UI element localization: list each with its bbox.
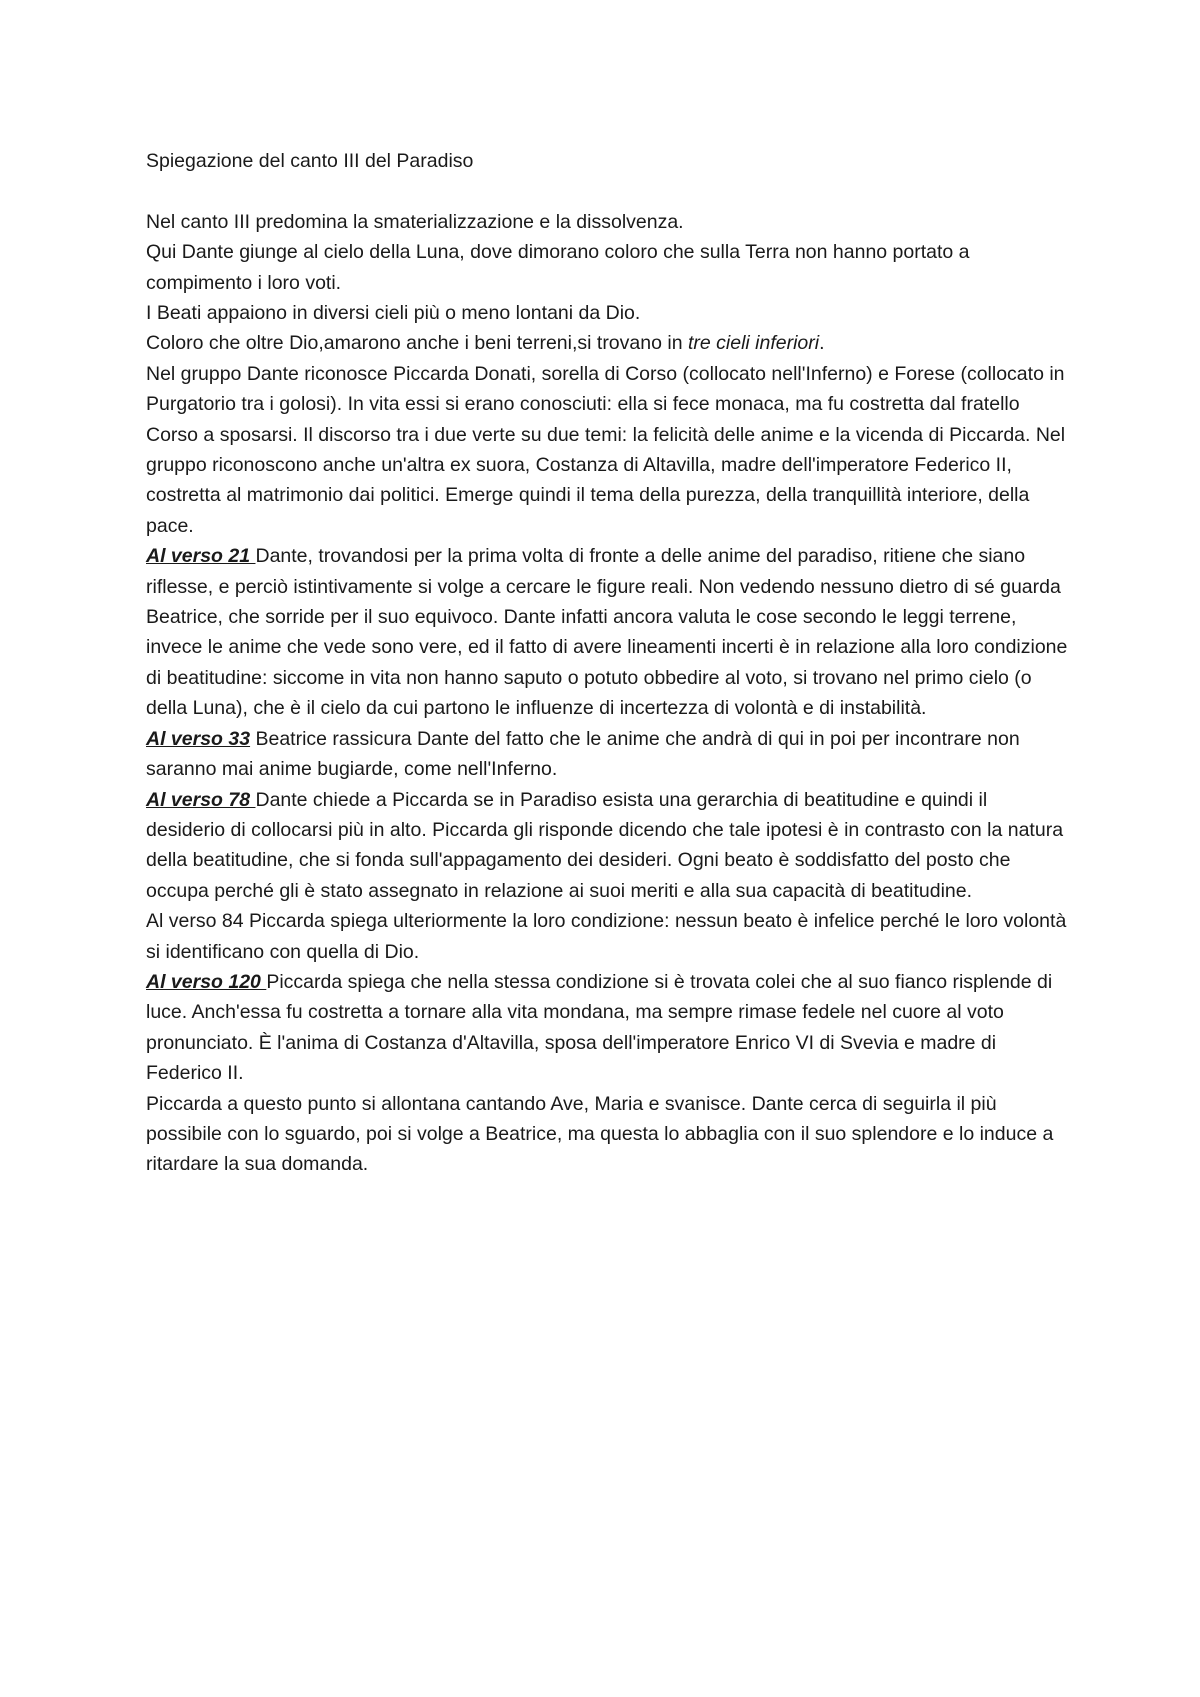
- paragraph-verso-78: Al verso 78 Dante chiede a Piccarda se in Paradiso esista una gerarchia di beatitudine e quindi il desiderio di collocarsi più in alto. Piccarda gli risponde dicendo che tale ipotesi è in contrasto con la natura della beatitudine, che si fonda sull'appagamento dei desideri. Ogni beato è soddisfatto del posto che occupa perché gli è stato assegnato in relazione ai suoi meriti e alla sua capacità di beatitudine.: [146, 788, 1064, 902]
- verse-ref-78: Al verso 78: [146, 788, 256, 811]
- paragraph-beati: I Beati appaiono in diversi cieli più o meno lontani da Dio.: [146, 302, 641, 325]
- emphasis-tre-cieli: tre cieli inferiori: [687, 332, 820, 355]
- paragraph-cielo-luna: Qui Dante giunge al cielo della Luna, dove dimorano coloro che sulla Terra non hanno portato a compimento i loro voti.: [146, 241, 970, 294]
- verse-ref-21: Al verso 21: [146, 545, 256, 568]
- document-body: [146, 207, 1068, 1180]
- paragraph-verso-21: Al verso 21 Dante, trovandosi per la prima volta di fronte a delle anime del paradiso, ritiene che siano riflesse, e perciò istintivamente si volge a cercare le figure reali. Non vedendo nessuno dietro di sé guarda Beatrice, che sorride per il suo equivoco. Dante infatti ancora valuta le cose secondo le leggi terrene, invece le anime che vede sono vere, ed il fatto di avere lineamenti incerti è in relazione alla loro condizione di beatitudine: siccome in vita non hanno saputo o potuto obbedire al voto, si trovano nel primo cielo (o della Luna), che è il cielo da cui partono le influenze di incertezza di volontà e di instabilità.: [146, 545, 1068, 720]
- paragraph-verso-84: Al verso 84 Piccarda spiega ulteriormente la loro condizione: nessun beato è infelice perché le loro volontà si identificano con quella di Dio.: [146, 910, 1067, 963]
- paragraph-verso-33: Al verso 33 Beatrice rassicura Dante del fatto che le anime che andrà di qui in poi per incontrare non saranno mai anime bugiarde, come nell'Inferno.: [146, 727, 1020, 781]
- document-title: Spiegazione del canto III del Paradiso: [146, 150, 474, 172]
- title-spacer: [146, 176, 1068, 206]
- verse-ref-120: Al verso 120: [146, 970, 267, 993]
- paragraph-verso-120: Al verso 120 Piccarda spiega che nella stessa condizione si è trovata colei che al suo fianco risplende di luce. Anch'essa fu costretta a tornare alla vita mondana, ma sempre rimase fedele nel cuore al voto pronunciato. È l'anima di Costanza d'Altavilla, sposa dell'imperatore Enrico VI di Svevia e madre di Federico II.: [146, 970, 1053, 1085]
- document-page: [146, 146, 1068, 1180]
- paragraph-intro: Nel canto III predomina la smaterializzazione e la dissolvenza.: [146, 210, 684, 233]
- verse-ref-33: Al verso 33: [146, 727, 251, 750]
- paragraph-cieli-inferiori: Coloro che oltre Dio,amarono anche i beni terreni,si trovano in tre cieli inferiori.: [146, 332, 825, 355]
- paragraph-piccarda: Nel gruppo Dante riconosce Piccarda Donati, sorella di Corso (collocato nell'Inferno) e Forese (collocato in Purgatorio tra i golosi). In vita essi si erano conosciuti: ella si fece monaca, ma fu costretta dal fratello Corso a sposarsi. Il discorso tra i due verte su due temi: la felicità delle anime e la vicenda di Piccarda. Nel gruppo riconoscono anche un'altra ex suora, Costanza di Altavilla, madre dell'imperatore Federico II, costretta al matrimonio dai politici. Emerge quindi il tema della purezza, della tranquillità interiore, della pace.: [146, 362, 1066, 537]
- paragraph-conclusion: Piccarda a questo punto si allontana cantando Ave, Maria e svanisce. Dante cerca di seguirla il più possibile con lo sguardo, poi si volge a Beatrice, ma questa lo abbaglia con il suo splendore e lo induce a ritardare la sua domanda.: [146, 1092, 1054, 1176]
